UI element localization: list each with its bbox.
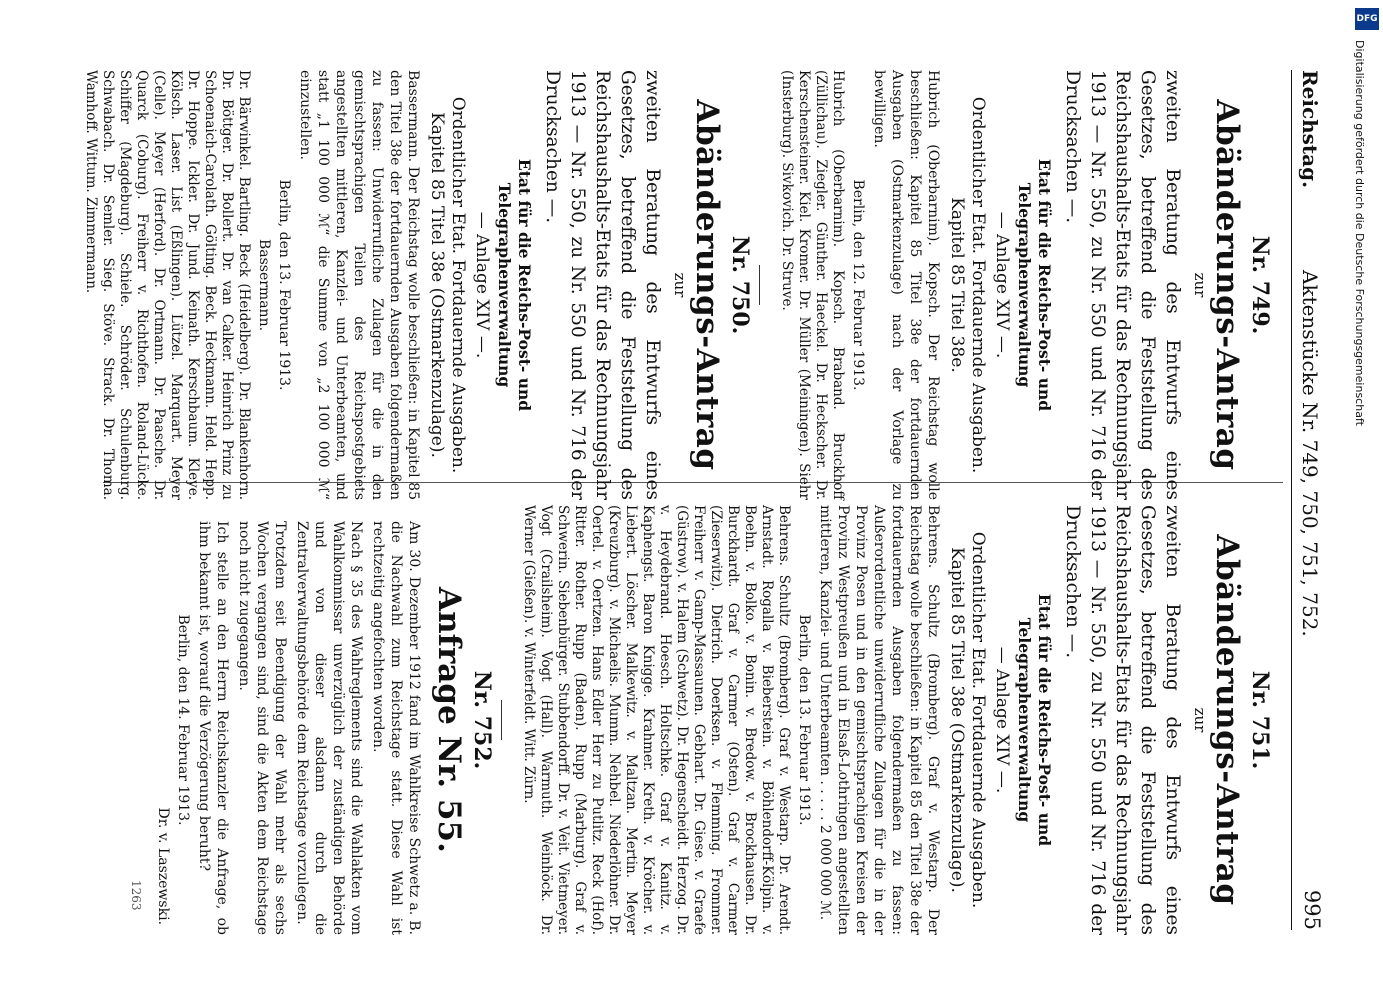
motion-text: Behrens. Schultz (Bromberg). Graf v. Westarp. Der Reichstag wolle beschließen: in Kapitel 85 den Titel 38e der fortdauernden Ausgaben folgendermaßen zu fassen: Außerordentliche unwiderrufliche Zulagen für die in der Provinz Posen und in den gemischtsprachigen Kreisen der Provinz Westpreußen und in Elsaß-Lothringen angestellten mittleren, Kanzlei- und Unterbeamten . . . . . 2 000 000 ℳ. <box>817 505 941 935</box>
section-number: Nr. 751. <box>1247 670 1273 770</box>
section-750 <box>82 70 753 500</box>
signers-list: Dr. Bärwinkel. Bartling. Beck (Heidelberg). Dr. Blankenhorn. Dr. Böttger. Dr. Bollert. Dr. van Calker. Heinrich Prinz zu Schoenaich-Carolath. Gölting. Beck. Heckmann. Held. Hepp. Dr. Hoppe. Ickler. Dr. Jund. Keinath. Kerschbaum. Kleye. Kölsch. Laser. List (Eßlingen). Lützel. Marquart. Meyer (Celle). Meyer (Herford). Dr. Ortmann. Dr. Paasche. Dr. Quarck (Coburg). Freiherr v. Richthofen. Roland-Lücke. Schiffer (Magdeburg). Schiele. Schröder. Schulenburg. Schwabach. Dr. Semler. Sieg. Stöve. Strack. Dr. Thoma. Wamhoff. Wittum. Zimmermann. <box>83 70 252 500</box>
page-header <box>1291 70 1328 930</box>
section-749 <box>778 70 1273 500</box>
inquiry-signer: Dr. v. Laszewski. <box>155 807 171 925</box>
etat-line-1: Ordentlicher Etat. Fortdauernde Ausgaben. <box>968 531 988 909</box>
signers-list: Behrens. Schultz (Bromberg). Graf v. Westarp. Dr. Arendt. Arnstadt. Rogalla v. Bieberstein. v. Böhlendorff-Kölpin. v. Boehn. v. Bolko. v. Bonin. v. Bredow. v. Brockhausen. Dr. Burckhardt. Graf v. Carmer (Osten). Graf v. Carmer (Zieserwitz). Dietrich. Doerksen. v. Flemming. Frommer. Freiherr v. Gamp-Massaunen. Gebhart. Dr. Giese. v. Graefe (Güstrow). v. Halem (Schwetz). Dr. Hegenscheidt. Herzog. Dr. v. Heydebrand. Hoesch. Holtschke. Graf v. Kanitz. v. Kaphengst. Baron Knigge. Krahmer. Kreth. v. Kröcher. v. Liebert. Löscher. Malkewitz. v. Maltzan. Mertin. Meyer (Kreuzburg). v. Michaelis. Mumm. Nehbel. Niederlöhner. Dr. Oertel. v. Oertzen. Hans Edler Herr zu Putlitz. Reck (Hof). Ritter. Rother. Rupp (Baden). Rupp (Marburg). Graf v. Schwerin. Siebenbürger. Stubbendorff. Dr. v. Veit. Vietmeyer. Vogt (Crailsheim). Vogt (Hall). Warmuth. Weinhöck. Dr. Werner (Gießen). v. Winterfeldt. Witt. Zürn. <box>521 505 792 935</box>
section-body: zweiten Beratung des Entwurfs eines Gesetzes, betreffend die Feststellung des Reichshaushalts-Etats für das Rechnungsjahr 1913 — Nr. 550, zu Nr. 550 und Nr. 716 der Drucksachen —. <box>1062 505 1183 935</box>
section-body: zweiten Beratung des Entwurfs eines Gesetzes, betreffend die Feststellung des Reichshaushalts-Etats für das Rechnungsjahr 1913 — Nr. 550, zu Nr. 550 und Nr. 716 der Drucksachen —. <box>542 70 663 500</box>
document-type: Abänderungs-Antrag <box>1209 534 1245 906</box>
header-title: Aktenstücke Nr. 749, 750, 751, 752. <box>1298 270 1322 637</box>
etat-heading: Etat für die Reichs-Post- und Telegraphenverwaltung <box>1015 158 1054 412</box>
document-type: Abänderungs-Antrag <box>1209 99 1245 471</box>
zur-label: zur <box>671 272 689 298</box>
etat-line-2: Kapitel 85 Titel 38e. <box>947 197 967 373</box>
signer-head: Bassermann. <box>256 238 272 332</box>
inquiry-paragraph-3: Trotzdem seit Beendigung der Wahl mehr als sechs Wochen vergangen sind, sind die Akten dem Reichstage noch nicht zugegangen. <box>236 521 288 935</box>
etat-line-1: Ordentlicher Etat. Fortdauernde Ausgaben. <box>968 96 988 474</box>
zur-label: zur <box>1191 707 1209 733</box>
footer-mark: 1263 <box>129 880 143 911</box>
etat-line-2: Kapitel 85 Titel 38e (Ostmarkenzulage). <box>427 112 447 458</box>
section-number: Nr. 752. <box>469 670 495 770</box>
motion-date: Berlin, den 12. Februar 1913. <box>850 179 866 391</box>
left-column <box>83 70 1273 500</box>
motion-date: Berlin, den 13. Februar 1913. <box>276 179 292 391</box>
zur-label: zur <box>1191 272 1209 298</box>
etat-heading: Etat für die Reichs-Post- und Telegraphenverwaltung <box>495 158 534 412</box>
page-number: 995 <box>1300 889 1324 930</box>
inquiry-paragraph-2: Nach § 35 des Wahlreglements sind die Wahlakten vom Wahlkommissar unverzüglich der zuständigen Behörde und von dieser alsdann durch die Zentralverwaltungsbehörde dem Reichstage vorzulegen. <box>294 521 364 935</box>
section-number: Nr. 749. <box>1247 235 1273 335</box>
inquiry-paragraph-1: Am 30. Dezember 1912 fand im Wahlkreise Schwetz a. B. die Nachwahl zum Reichstage statt. Diese Wahl ist rechtzeitig angefochten worden. <box>370 521 422 935</box>
document-type: Anfrage Nr. 55. <box>431 587 467 853</box>
motion-text: Bassermann. Der Reichstag wolle beschließen: in Kapitel 85 den Titel 38e der fortdauernden Ausgaben folgendermaßen zu fassen: Unwiderrufliche Zulagen für die in den gemischtsprachigen Teilen des Reichspostgebiets angestellten mittleren, Kanzlei- und Unterbeamten, und statt „1 100 000 ℳ“ die Summe von „2 100 000 ℳ“ einzustellen. <box>297 70 421 500</box>
anlage-label: — Anlage XIV —. <box>992 646 1012 794</box>
header-left: Reichstag. <box>1298 70 1322 189</box>
motion-date: Berlin, den 13. Februar 1913. <box>796 614 812 826</box>
inquiry-paragraph-4: Ich stelle an den Herrn Reichskanzler die Anfrage, ob ihm bekannt ist, worauf die Verzögerung beruht? <box>196 521 230 935</box>
anlage-label: — Anlage XIV —. <box>472 211 492 359</box>
sidebar-credit: Digitalisierung gefördert durch die Deutsche Forschungsgemeinschaft <box>1353 40 1366 426</box>
etat-line-1: Ordentlicher Etat. Fortdauernde Ausgaben. <box>448 96 468 474</box>
etat-line-2: Kapitel 85 Titel 38e (Ostmarkenzulage). <box>947 547 967 893</box>
section-body: zweiten Beratung des Entwurfs eines Gesetzes, betreffend die Feststellung des Reichshaushalts-Etats für das Rechnungsjahr 1913 — Nr. 550, zu Nr. 550 und Nr. 716 der Drucksachen —. <box>1062 70 1183 500</box>
section-rule <box>501 700 502 740</box>
document-type: Abänderungs-Antrag <box>689 99 725 471</box>
motion-text: Hubrich (Oberbarnim). Kopsch. Der Reichstag wolle beschließen: Kapitel 85 Titel 38e der fortdauernden Ausgaben (Ostmarkenzulage) nach der Vorlage zu bewilligen. <box>871 70 941 500</box>
etat-heading: Etat für die Reichs-Post- und Telegraphenverwaltung <box>1015 593 1054 847</box>
signers-list: Hubrich (Oberbarnim). Kopsch. Braband. Bruckhoff (Züllichau). Ziegler. Günther. Haeckel. Dr. Heckscher. Dr. Kerschensteiner. Kiel. Kromer. Dr. Müller (Meiningen). Siehr (Insterburg). Sivkovich. Dr. Struve. <box>779 70 846 500</box>
section-number: Nr. 750. <box>727 235 753 335</box>
section-752 <box>155 505 495 935</box>
section-751 <box>520 505 1273 935</box>
anlage-label: — Anlage XIV —. <box>992 211 1012 359</box>
right-column <box>93 505 1273 935</box>
section-rule <box>759 265 760 305</box>
inquiry-date: Berlin, den 14. Februar 1913. <box>175 614 191 826</box>
dfg-logo: DFG <box>1355 8 1379 30</box>
